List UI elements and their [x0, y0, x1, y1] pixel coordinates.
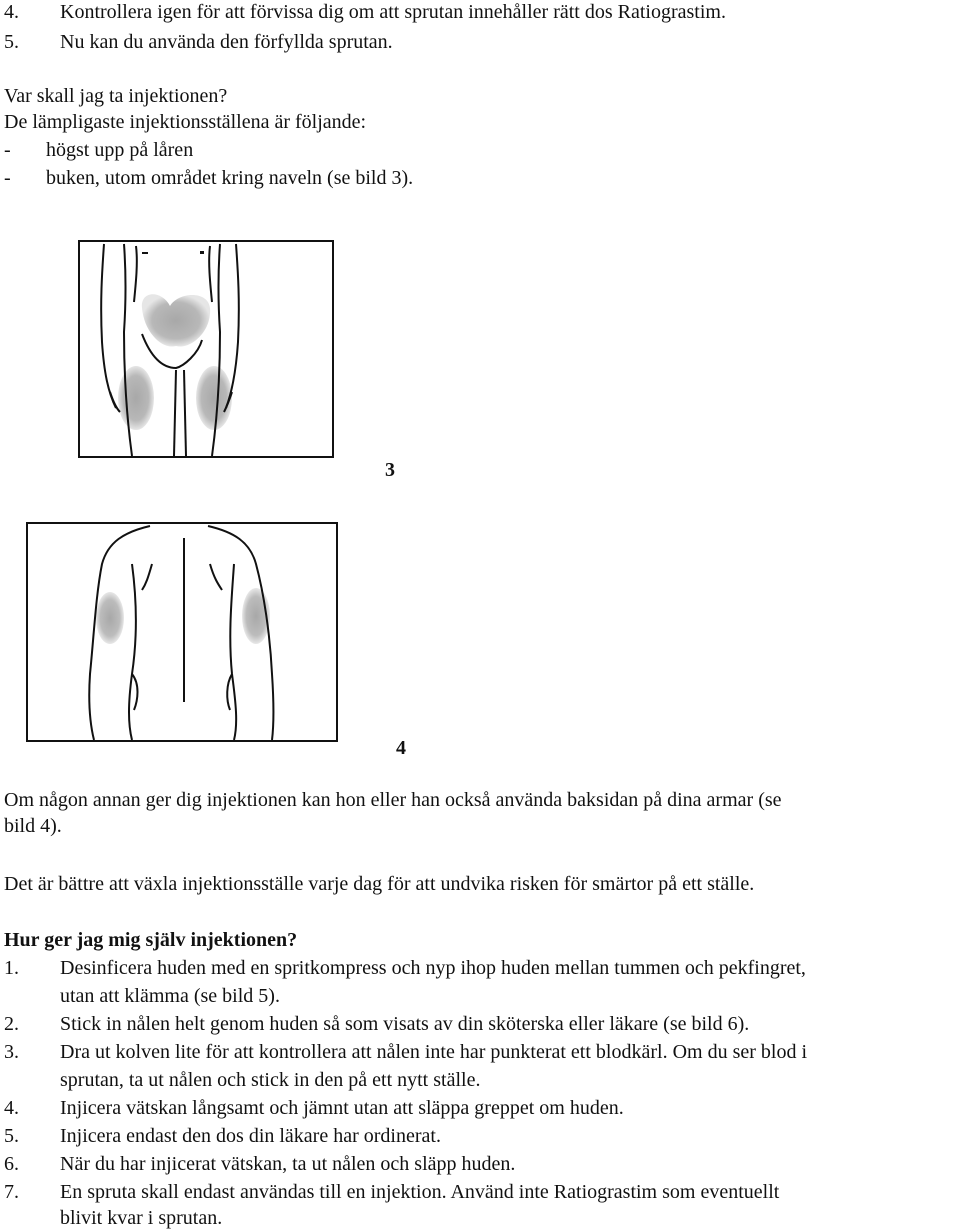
step-text: Desinficera huden med en spritkompress och nyp ihop huden mellan tummen och pekfingret,: [60, 957, 806, 979]
figure-back-body: [26, 522, 338, 742]
step-text: Injicera vätskan långsamt och jämnt utan att släppa greppet om huden.: [60, 1097, 624, 1119]
section-heading-how: Hur ger jag mig själv injektionen?: [4, 929, 298, 951]
bullet-dash: -: [4, 139, 11, 161]
paragraph-rotate-site: Det är bättre att växla injektionsställe varje dag för att undvika risken för smärtor på ett ställe.: [4, 873, 755, 895]
step-number: 1.: [4, 957, 19, 979]
paragraph-arms-cont: bild 4).: [4, 815, 62, 837]
nipple-mark: [142, 252, 148, 254]
section-heading-where: Var skall jag ta injektionen?: [4, 85, 228, 107]
step-text: Stick in nålen helt genom huden så som visats av din sköterska eller läkare (se bild 6).: [60, 1013, 750, 1035]
section-intro: De lämpligaste injektionsställena är följande:: [4, 111, 367, 133]
step-text-cont: utan att klämma (se bild 5).: [60, 985, 280, 1007]
step-number: 4.: [4, 1097, 19, 1119]
step-text-cont: sprutan, ta ut nålen och stick in den på ett nytt ställe.: [60, 1069, 481, 1091]
step-number: 5.: [4, 31, 19, 53]
arm-injection-area-right: [96, 592, 124, 644]
step-number: 4.: [4, 1, 19, 23]
step-text: En spruta skall endast användas till en injektion. Använd inte Ratiograstim som eventuellt: [60, 1181, 780, 1203]
bullet-text: högst upp på låren: [46, 139, 194, 161]
figure-4-label: 4: [396, 737, 406, 759]
step-number: 7.: [4, 1181, 19, 1203]
thigh-injection-area-right: [118, 366, 154, 430]
step-text: Nu kan du använda den förfyllda sprutan.: [60, 31, 393, 53]
front-body-illustration: [80, 242, 332, 456]
step-text: Dra ut kolven lite för att kontrollera att nålen inte har punkterat ett blodkärl. Om du ser blod i: [60, 1041, 808, 1063]
paragraph-arms: Om någon annan ger dig injektionen kan hon eller han också använda baksidan på dina armar (se: [4, 789, 782, 811]
step-text-cont: blivit kvar i sprutan.: [60, 1207, 223, 1229]
step-text: När du har injicerat vätskan, ta ut nålen och släpp huden.: [60, 1153, 516, 1175]
nipple-mark: [200, 251, 204, 254]
figure-3-label: 3: [385, 459, 395, 481]
abdomen-injection-area: [142, 294, 210, 346]
step-number: 3.: [4, 1041, 19, 1063]
thigh-injection-area-left: [196, 366, 232, 430]
step-text: Kontrollera igen för att förvissa dig om att sprutan innehåller rätt dos Ratiograstim.: [60, 1, 726, 23]
step-number: 2.: [4, 1013, 19, 1035]
bullet-text: buken, utom området kring naveln (se bild 3).: [46, 167, 414, 189]
bullet-dash: -: [4, 167, 11, 189]
step-text: Injicera endast den dos din läkare har ordinerat.: [60, 1125, 441, 1147]
back-body-illustration: [28, 524, 336, 740]
step-number: 5.: [4, 1125, 19, 1147]
step-number: 6.: [4, 1153, 19, 1175]
figure-front-body: [78, 240, 334, 458]
